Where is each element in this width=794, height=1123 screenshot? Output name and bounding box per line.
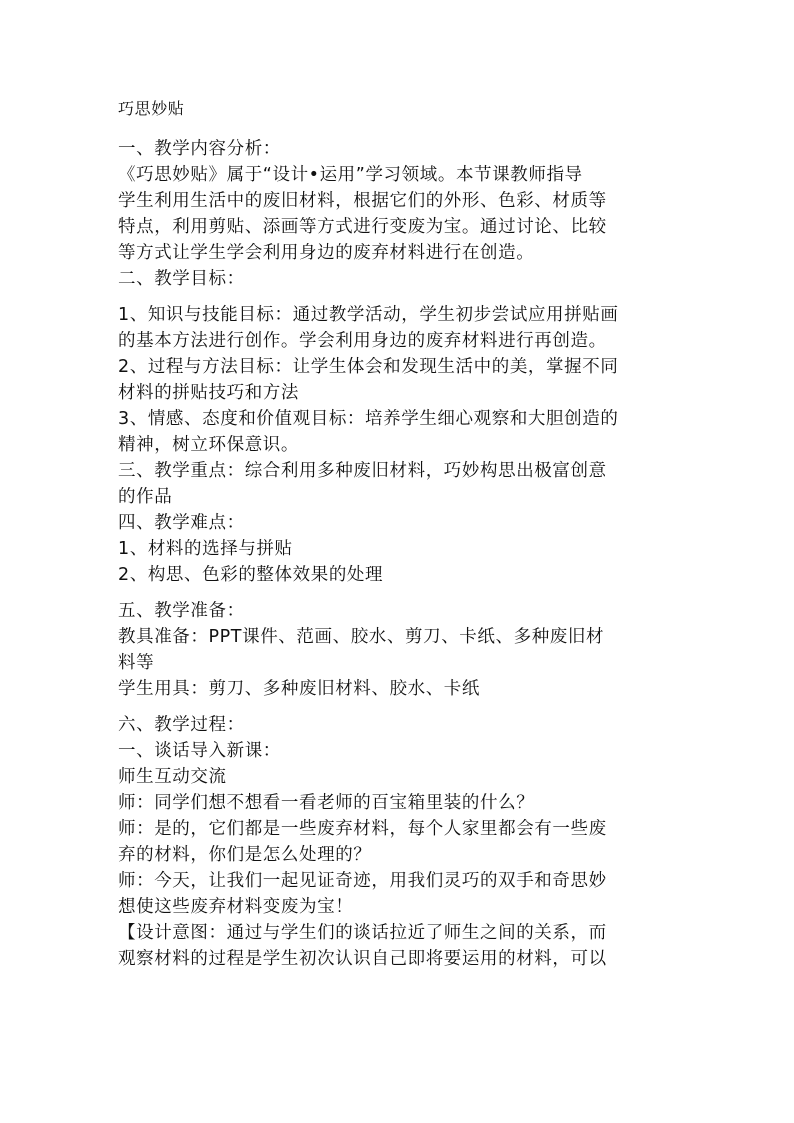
text-line: 一、教学内容分析： <box>118 139 281 159</box>
text-line: 等方式让学生学会利用身边的废弃材料进行在创造。 <box>118 243 535 263</box>
text-line: 1、知识与技能目标：通过教学活动，学生初步尝试应用拼贴画 <box>118 305 619 325</box>
text-line: 师：同学们想不想看一看老师的百宝箱里装的什么？ <box>118 793 535 813</box>
text-line: 五、教学准备： <box>118 601 245 621</box>
text-line: 一、谈话导入新课： <box>118 741 281 761</box>
document-body <box>118 136 678 972</box>
text-line: 弃的材料，你们是怎么处理的？ <box>118 845 372 865</box>
text-line: 六、教学过程： <box>118 715 245 735</box>
text-line: 2、过程与方法目标：让学生体会和发现生活中的美，掌握不同 <box>118 357 619 377</box>
text-line: 特点，利用剪贴、添画等方式进行变废为宝。通过讨论、比较 <box>118 217 607 237</box>
text-line: 三、教学重点：综合利用多种废旧材料，巧妙构思出极富创意 <box>118 461 607 481</box>
text-line: 材料的拼贴技巧和方法 <box>118 383 299 403</box>
document-title: 巧思妙贴 <box>118 99 185 118</box>
text-line: 1、材料的选择与拼贴 <box>118 539 293 559</box>
text-line: 学生利用生活中的废旧材料，根据它们的外形、色彩、材质等 <box>118 191 607 211</box>
text-line: 【设计意图：通过与学生们的谈话拉近了师生之间的关系，而 <box>118 923 607 943</box>
text-line: 精神，树立环保意识。 <box>118 435 299 455</box>
document-page <box>118 96 678 972</box>
blank-line <box>118 292 678 302</box>
text-line: 二、教学目标： <box>118 269 245 289</box>
text-line: 想使这些废弃材料变废为宝！ <box>118 897 354 917</box>
text-line: 师：是的，它们都是一些废弃材料，每个人家里都会有一些废 <box>118 819 607 839</box>
text-line: 四、教学难点： <box>118 513 245 533</box>
text-line: 师生互动交流 <box>118 767 227 787</box>
blank-line <box>118 702 678 712</box>
text-line: 的作品 <box>118 487 173 507</box>
text-line: 观察材料的过程是学生初次认识自己即将要运用的材料，可以 <box>118 949 607 969</box>
text-line: 的基本方法进行创作。学会利用身边的废弃材料进行再创造。 <box>118 331 607 351</box>
text-line: 3、情感、态度和价值观目标：培养学生细心观察和大胆创造的 <box>118 409 619 429</box>
text-line: 师：今天，让我们一起见证奇迹，用我们灵巧的双手和奇思妙 <box>118 871 607 891</box>
text-line: 料等 <box>118 653 155 673</box>
blank-line <box>118 588 678 598</box>
text-line: 《巧思妙贴》属于“设计•运用”学习领域。本节课教师指导 <box>118 165 583 185</box>
text-line: 教具准备：PPT课件、范画、胶水、剪刀、卡纸、多种废旧材 <box>118 627 605 647</box>
text-line: 学生用具：剪刀、多种废旧材料、胶水、卡纸 <box>118 679 480 699</box>
text-line: 2、构思、色彩的整体效果的处理 <box>118 565 384 585</box>
